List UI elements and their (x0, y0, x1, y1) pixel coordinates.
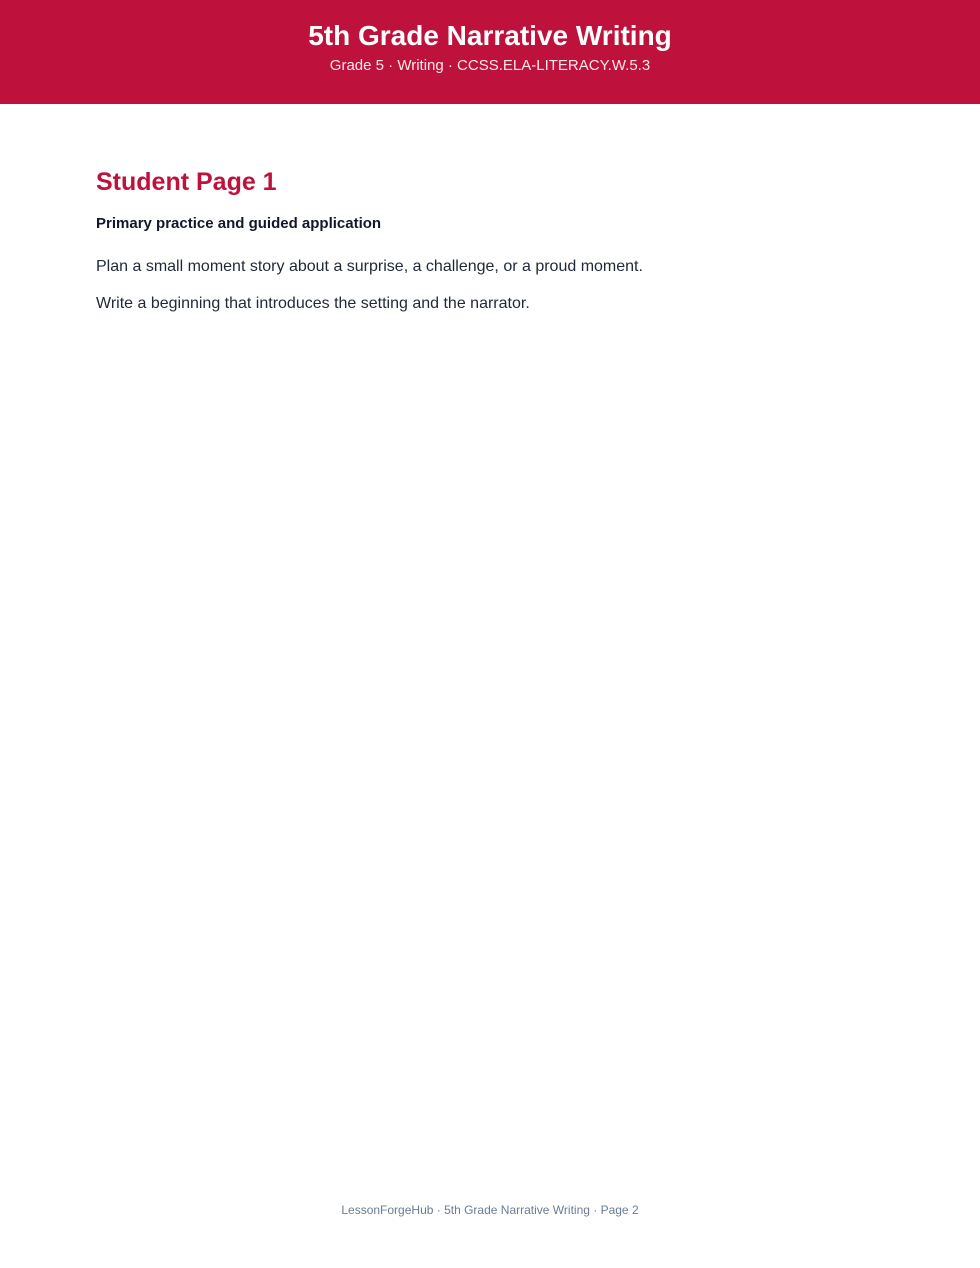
document-title: 5th Grade Narrative Writing (308, 20, 672, 51)
header-banner (0, 0, 980, 104)
section-subheading: Primary practice and guided application (96, 215, 382, 232)
page-footer: LessonForgeHub · 5th Grade Narrative Writing · Page 2 (341, 1203, 639, 1217)
section-heading: Student Page 1 (96, 168, 277, 196)
instruction-paragraph: Write a beginning that introduces the setting and the narrator. (96, 295, 530, 312)
instruction-paragraph: Plan a small moment story about a surprise, a challenge, or a proud moment. (96, 258, 643, 275)
main-content (96, 166, 886, 315)
document-subtitle: Grade 5 · Writing · CCSS.ELA-LITERACY.W.5.3 (329, 57, 651, 74)
